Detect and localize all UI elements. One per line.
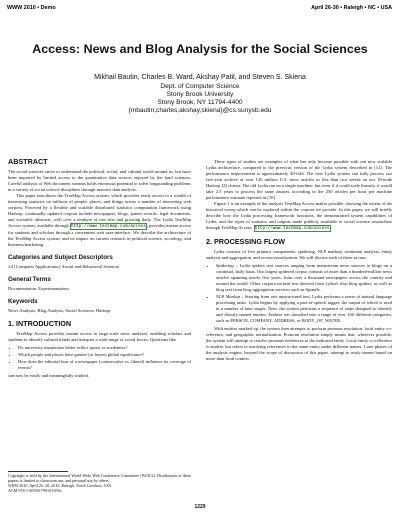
paper-title: Access: News and Blog Analysis for the Social Sciences	[32, 42, 368, 56]
author-city: Stony Brook, NY 11794-4400	[157, 99, 243, 106]
processing-flow-heading: 2. PROCESSING FLOW	[206, 237, 286, 246]
terms-text: Documentation, Experimentation	[8, 286, 69, 291]
introduction-paragraph-1: TextMap Access provides instant access to large-scale news analyses, enabling scholars and students to identify cultural trends and interpret a wide range of social forces. Questions like	[8, 331, 191, 342]
right-paragraph-1: These types of studies are examples of what has only become possible with our new scalable Lydia architecture, compared to the previous version of the Lydia system described in [12]. The performance improvement is approximately 20-fold. The new Lydia system can fully process our five-year archive of over 120 million U.S. news articles in less than two weeks on our 18-node Hadoop [2] cluster. The old Lydia ran on a single machine, but even if it could scale linearly, it would take 2.5 years to process the same dataset, according to the 250 articles per hour per machine performance estimate reported in [10].	[206, 159, 392, 200]
processing-flow-intro: Lydia consists of five primary components: spidering, NLP markup, sentiment analysis, entity analysis and aggregation, and access/visualization. We will discuss each of these in turn.	[206, 249, 392, 260]
author-university: Stony Brook University	[166, 91, 234, 98]
abstract-paragraph-1: The social sciences strive to understand the political, social, and cultural world around us, but have been impaired by limited access to the quantitative data sources enjoyed by the hard sciences. Careful analysis of Web document streams holds enormous potential to solve longstanding problems in a variety of social science disciplines through massive data analysis.	[8, 169, 191, 192]
introduction-heading: 1. INTRODUCTION	[8, 319, 72, 328]
categories-text: J.4 [Computer Applications]: Social and Behavioral Sciences	[8, 264, 120, 269]
terms-heading: General Terms	[8, 276, 51, 283]
keywords-text: News Analysis, Blog Analysis, Social Sciences, Hadoop	[8, 308, 111, 313]
conference-date-header: April 26-30 • Raleigh • NC • USA	[311, 5, 392, 11]
list-item: • Do university reputations better reflect sports or academics?	[18, 345, 191, 351]
access-link-2[interactable]: http://www.textmap.com/access	[254, 226, 330, 231]
right-paragraph-3: With entities marked up, the system then attempts to perform pronoun resolution, local entity co-reference, and geographic normalization. Pronoun resolution simply means that, wherever possible, the system will attempt to resolve pronoun references to the indicated entity. Local entity co-reference is similar, but refers to resolving references to the same entity under different names. Later phases of the analysis engine, beyond the scope of discussion of this paper, attempt to unify names based on more than local context.	[206, 326, 392, 361]
introduction-questions	[8, 345, 191, 371]
right-paragraph-2: Figure 1 is an example of the analysis TextMap Access makes possible, showing the extent of the historical sweep which can be explored within the corpora we provide. In this paper, we will briefly describe how the Lydia processing framework functions, the demonstrated system capabilities of Lydia, and the types of statistics and outputs made publicly available to social science researchers through TextMap Access: http://www.textmap.com/access.	[206, 201, 392, 231]
footnote-divider	[8, 471, 68, 472]
categories-heading: Categories and Subject Descriptors	[8, 254, 113, 261]
abstract-heading: ABSTRACT	[8, 157, 48, 166]
left-column	[8, 157, 191, 379]
introduction-paragraph-2: can now be easily and meaningfully studied.	[8, 373, 89, 378]
access-link[interactable]: http://www.textmap.com/access	[71, 224, 146, 229]
author-names: Mikhail Bautin, Charles B. Ward, Akshay Patil, and Steven S. Skiena	[94, 74, 306, 81]
list-item: • NLP Markup – Starting from raw unstructured text, Lydia performs a series of natural language processing tasks. Lydia begins by applying a part-of-speech tagger, the output of which is used in a number of later stages. Next, the system performs a sequence of steps designed to identify and classify named entities. Entities are classified into a range of over 100 different categories, such as PERSON, COMPANY, ADDRESS, or BODY_OF_WATER.	[216, 294, 392, 324]
list-item: • Spidering – Lydia spiders text sources ranging from mainstream news sources to blogs on a continual, daily basis. Our largest spidered corpus consists of more than a hundred-million news articles spanning nearly five years, from over a thousand newspapers across the country and around the world. Other corpora include text derived from Lydia's own blog spiders, as well as blog text from blog-aggregation services such as Spinn3r.	[216, 263, 392, 293]
author-email: {mbautin,charles,akshay,skiena}@cs.sunysb.edu	[128, 107, 272, 114]
list-item: • Which people and places have greater (or lesser) global significance?	[18, 352, 191, 358]
conference-header: WWW 2010 • Demo	[7, 5, 56, 11]
keywords-heading: Keywords	[8, 298, 38, 305]
processing-components	[206, 263, 392, 324]
author-dept: Dept. of Computer Science	[160, 83, 240, 90]
right-column	[206, 159, 392, 362]
abstract-paragraph-2: This paper introduces the TextMap Access system, which provides ready access to a wealth of interesting statistics on millions of people, places, and things across a number of interesting web corpora. Powered by a flexible and scalable distributed statistics computation framework using Hadoop, continually updated corpora include newspapers, blogs, patent records, legal documents, and scientific abstracts, well over a terabyte of raw text and growing daily. The Lydia TextMap Access system, available through http://www.textmap.com/access, provides instant access for students and scholars through a convenient web user-interface. We describe the architecture of the TextMap Access system, and its impact on current research in political science, sociology, and business/marketing.	[8, 193, 191, 247]
page-number: 1229	[194, 504, 206, 510]
list-item: • How does the editorial bias of a newspaper (conservative vs. liberal) influence its coverage of events?	[18, 359, 191, 371]
copyright-notice: Copyright is held by the International World Wide Web Conference Committee (IW3C2). Distribution of these papers is limited to classroom use, and personal use by others. WWW 2010, April 26–30, 2010, Raleigh, North Carolina, USA. ACM 978-1-60558-799-8/10/04.	[8, 473, 191, 493]
